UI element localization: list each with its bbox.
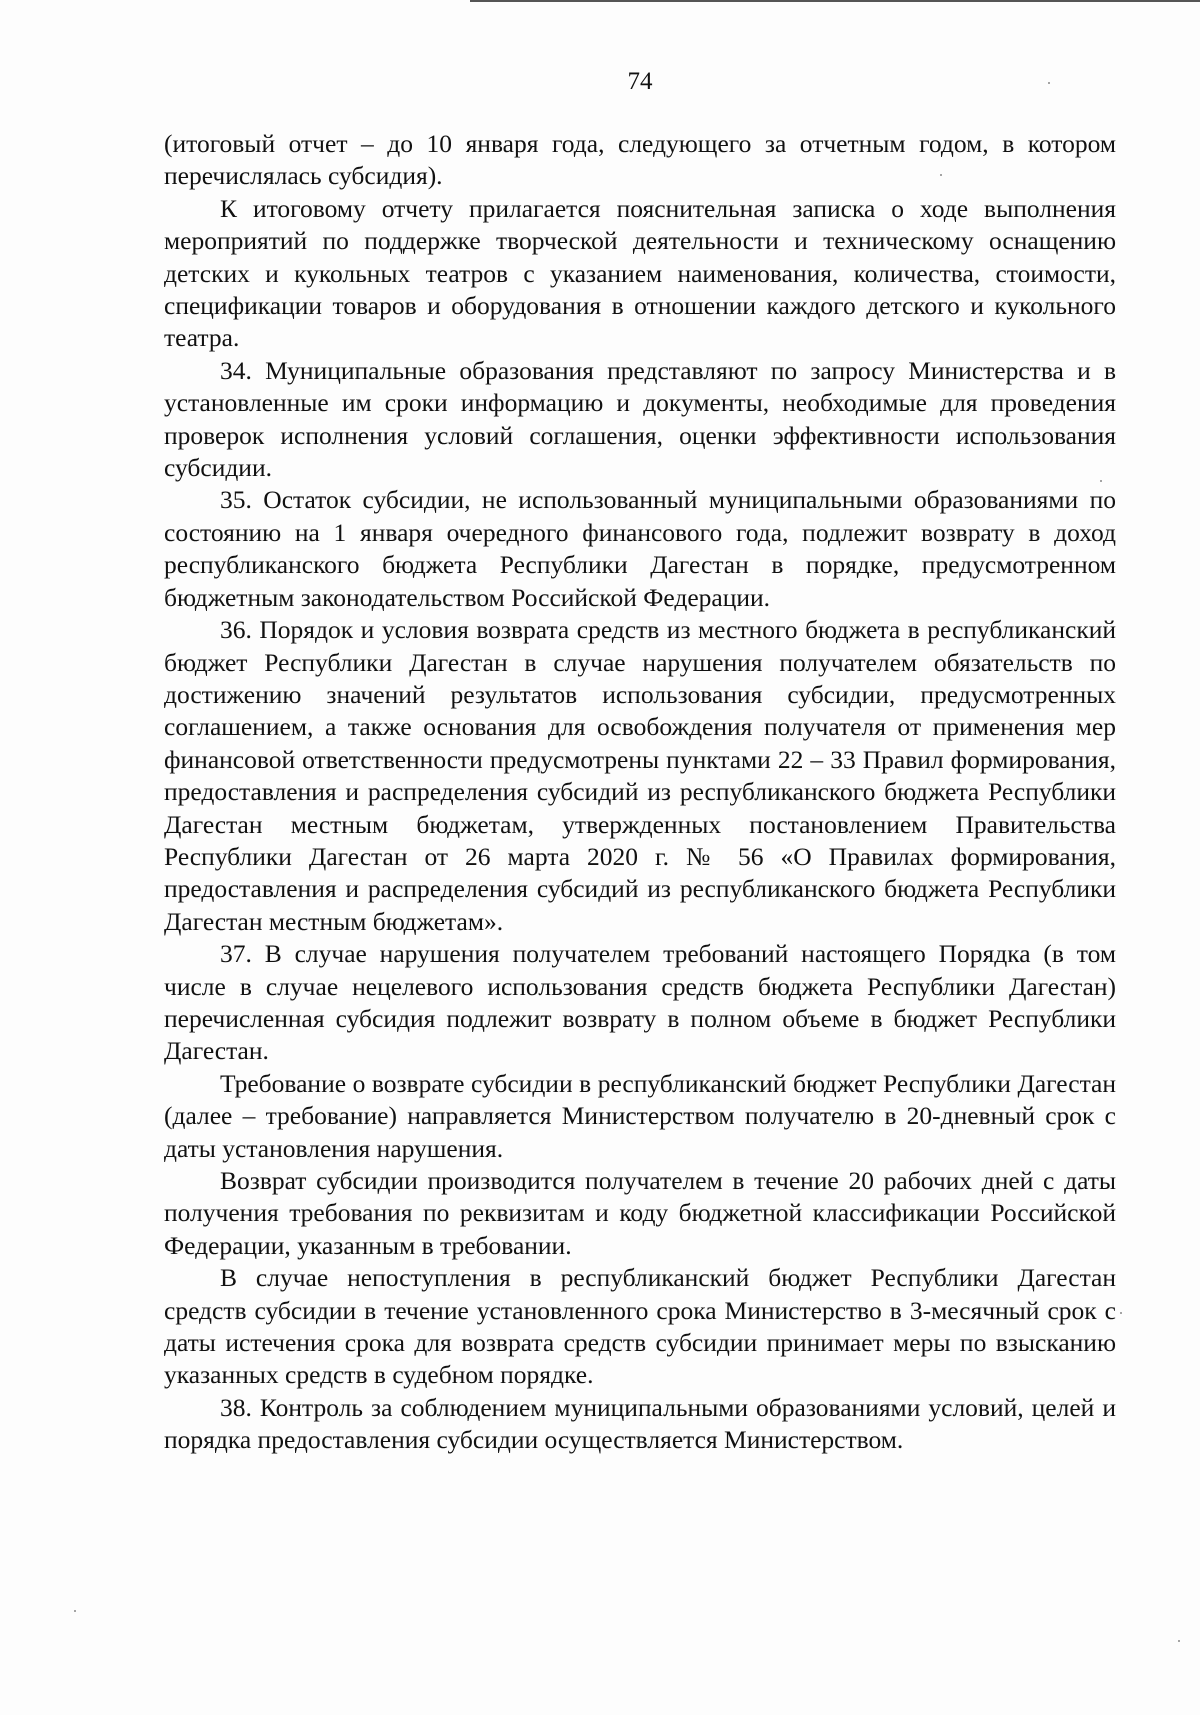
paragraph-36: 36. Порядок и условия возврата средств из местного бюджета в республиканский бюджет Республики Дагестан в случае нарушения получателем обязательств по достижению значений результатов использования субсидии, предусмотренных соглашением, а также основания для освобождения получателя от применения мер финансовой ответственности предусмотрены пунктами 22 – 33 Правил формирования, предоставления и распределения субсидий из республиканского бюджета Республики Дагестан местным бюджетам, утвержденных постановлением Правительства Республики Дагестан от 26 марта 2020 г. № 56 «О Правилах формирования, предоставления и распределения субсидий из республиканского бюджета Республики Дагестан местным бюджетам». [164, 615, 1116, 936]
document-body [164, 128, 1116, 1457]
scan-speck [74, 1610, 76, 1612]
paragraph-35: 35. Остаток субсидии, не использованный муниципальными образованиями по состоянию на 1 января очередного финансового года, подлежит возврату в доход республиканского бюджета Республики Дагестан в порядке, предусмотренном бюджетным законодательством Российской Федерации. [164, 485, 1116, 612]
scan-speck [1048, 82, 1050, 84]
paragraph-return-demand: Требование о возврате субсидии в республиканский бюджет Республики Дагестан (далее – требование) направляется Министерством получателю в 20-дневный срок с даты установления нарушения. [164, 1068, 1116, 1163]
paragraph-34: 34. Муниципальные образования представляют по запросу Министерства и в установленные им сроки информацию и документы, необходимые для проведения проверок исполнения условий соглашения, оценки эффективности использования субсидии. [164, 355, 1116, 483]
paragraph-37: 37. В случае нарушения получателем требований настоящего Порядка (в том числе в случае нецелевого использования средств бюджета Республики Дагестан) перечисленная субсидия подлежит возврату в полном объеме в бюджет Республики Дагестан. [164, 939, 1116, 1066]
page-number: 74 [627, 68, 653, 95]
scan-speck [1178, 1640, 1180, 1642]
scan-speck [940, 174, 942, 176]
scan-speck [1120, 1312, 1122, 1314]
scan-top-edge [470, 0, 1200, 2]
paragraph-return-term: Возврат субсидии производится получателем в течение 20 рабочих дней с даты получения требования по реквизитам и коду бюджетной классификации Российской Федерации, указанным в требовании. [164, 1166, 1116, 1260]
paragraph-38: 38. Контроль за соблюдением муниципальными образованиями условий, целей и порядка предоставления субсидии осуществляется Министерством. [164, 1392, 1116, 1455]
paragraph-court-recovery: В случае непоступления в республиканский бюджет Республики Дагестан средств субсидии в течение установленного срока Министерство в 3-месячный срок с даты истечения срока для возврата средств субсидии принимает меры по взысканию указанных средств в судебном порядке. [164, 1263, 1116, 1390]
paragraph-final-report-note: К итоговому отчету прилагается пояснительная записка о ходе выполнения мероприятий по поддержке творческой деятельности и техническому оснащению детских и кукольных театров с указанием наименования, количества, стоимости, спецификации товаров и оборудования в отношении каждого детского и кукольного театра. [164, 193, 1116, 353]
paragraph-continuation: (итоговый отчет – до 10 января года, следующего за отчетным годом, в котором перечислялась субсидия). [164, 129, 1116, 191]
scan-speck [1100, 480, 1102, 482]
